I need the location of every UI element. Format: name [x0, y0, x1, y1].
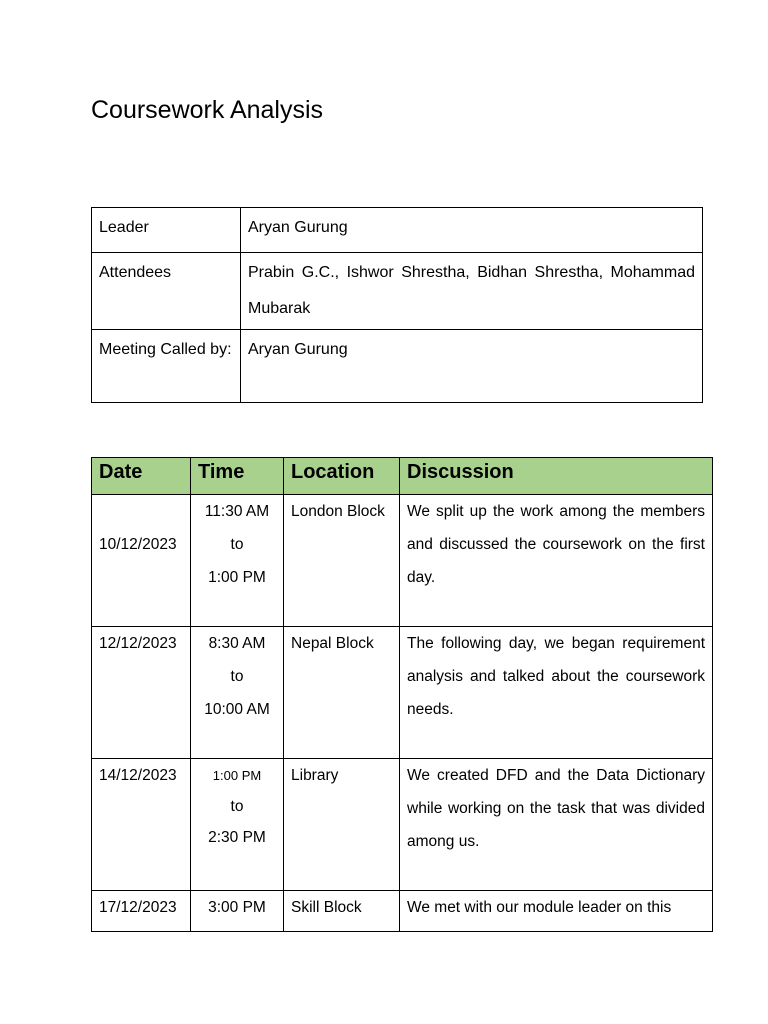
header-time: Time [191, 458, 284, 495]
header-discussion: Discussion [400, 458, 713, 495]
leader-label: Leader [92, 208, 241, 253]
leader-row [92, 208, 703, 253]
document-title: Coursework Analysis [91, 96, 324, 124]
table-row [92, 759, 713, 891]
row-location: Library [284, 759, 400, 891]
row-time-start: 8:30 AM [208, 635, 266, 652]
header-date: Date [92, 458, 191, 495]
attendees-label: Attendees [92, 253, 241, 330]
row-time-end: 2:30 PM [208, 829, 266, 846]
row-time-start: 3:00 PM [191, 891, 284, 932]
row-location: Skill Block [284, 891, 400, 932]
attendees-row [92, 253, 703, 330]
row-discussion: We split up the work among the members and discussed the coursework on the first day. [400, 495, 713, 627]
table-row [92, 495, 713, 627]
row-discussion: We created DFD and the Data Dictionary while working on the task that was divided among us. [400, 759, 713, 891]
row-time-sep: to [230, 798, 244, 815]
table-row [92, 891, 713, 932]
row-location: London Block [284, 495, 400, 627]
row-time-sep: to [230, 536, 244, 553]
row-discussion: We met with our module leader on this [400, 891, 713, 932]
table-row [92, 627, 713, 759]
attendees-value: Prabin G.C., Ishwor Shrestha, Bidhan Shrestha, Mohammad Mubarak [241, 253, 703, 330]
row-time-end: 1:00 PM [208, 569, 266, 586]
row-date: 12/12/2023 [92, 627, 191, 759]
called-by-label: Meeting Called by: [92, 330, 241, 403]
row-time-end: 10:00 AM [204, 701, 270, 718]
row-date: 14/12/2023 [92, 759, 191, 891]
row-time-start: 1:00 PM [212, 768, 262, 783]
row-discussion: The following day, we began requirement analysis and talked about the coursework needs. [400, 627, 713, 759]
leader-value: Aryan Gurung [241, 208, 703, 253]
meeting-info-table [91, 207, 703, 403]
header-location: Location [284, 458, 400, 495]
meetings-table [91, 457, 713, 932]
called-by-row [92, 330, 703, 403]
row-date: 17/12/2023 [92, 891, 191, 932]
row-location: Nepal Block [284, 627, 400, 759]
row-time-start: 11:30 AM [204, 503, 270, 520]
meetings-header-row [92, 458, 713, 495]
row-time-sep: to [230, 668, 244, 685]
called-by-value: Aryan Gurung [241, 330, 703, 403]
row-date: 10/12/2023 [99, 536, 177, 553]
